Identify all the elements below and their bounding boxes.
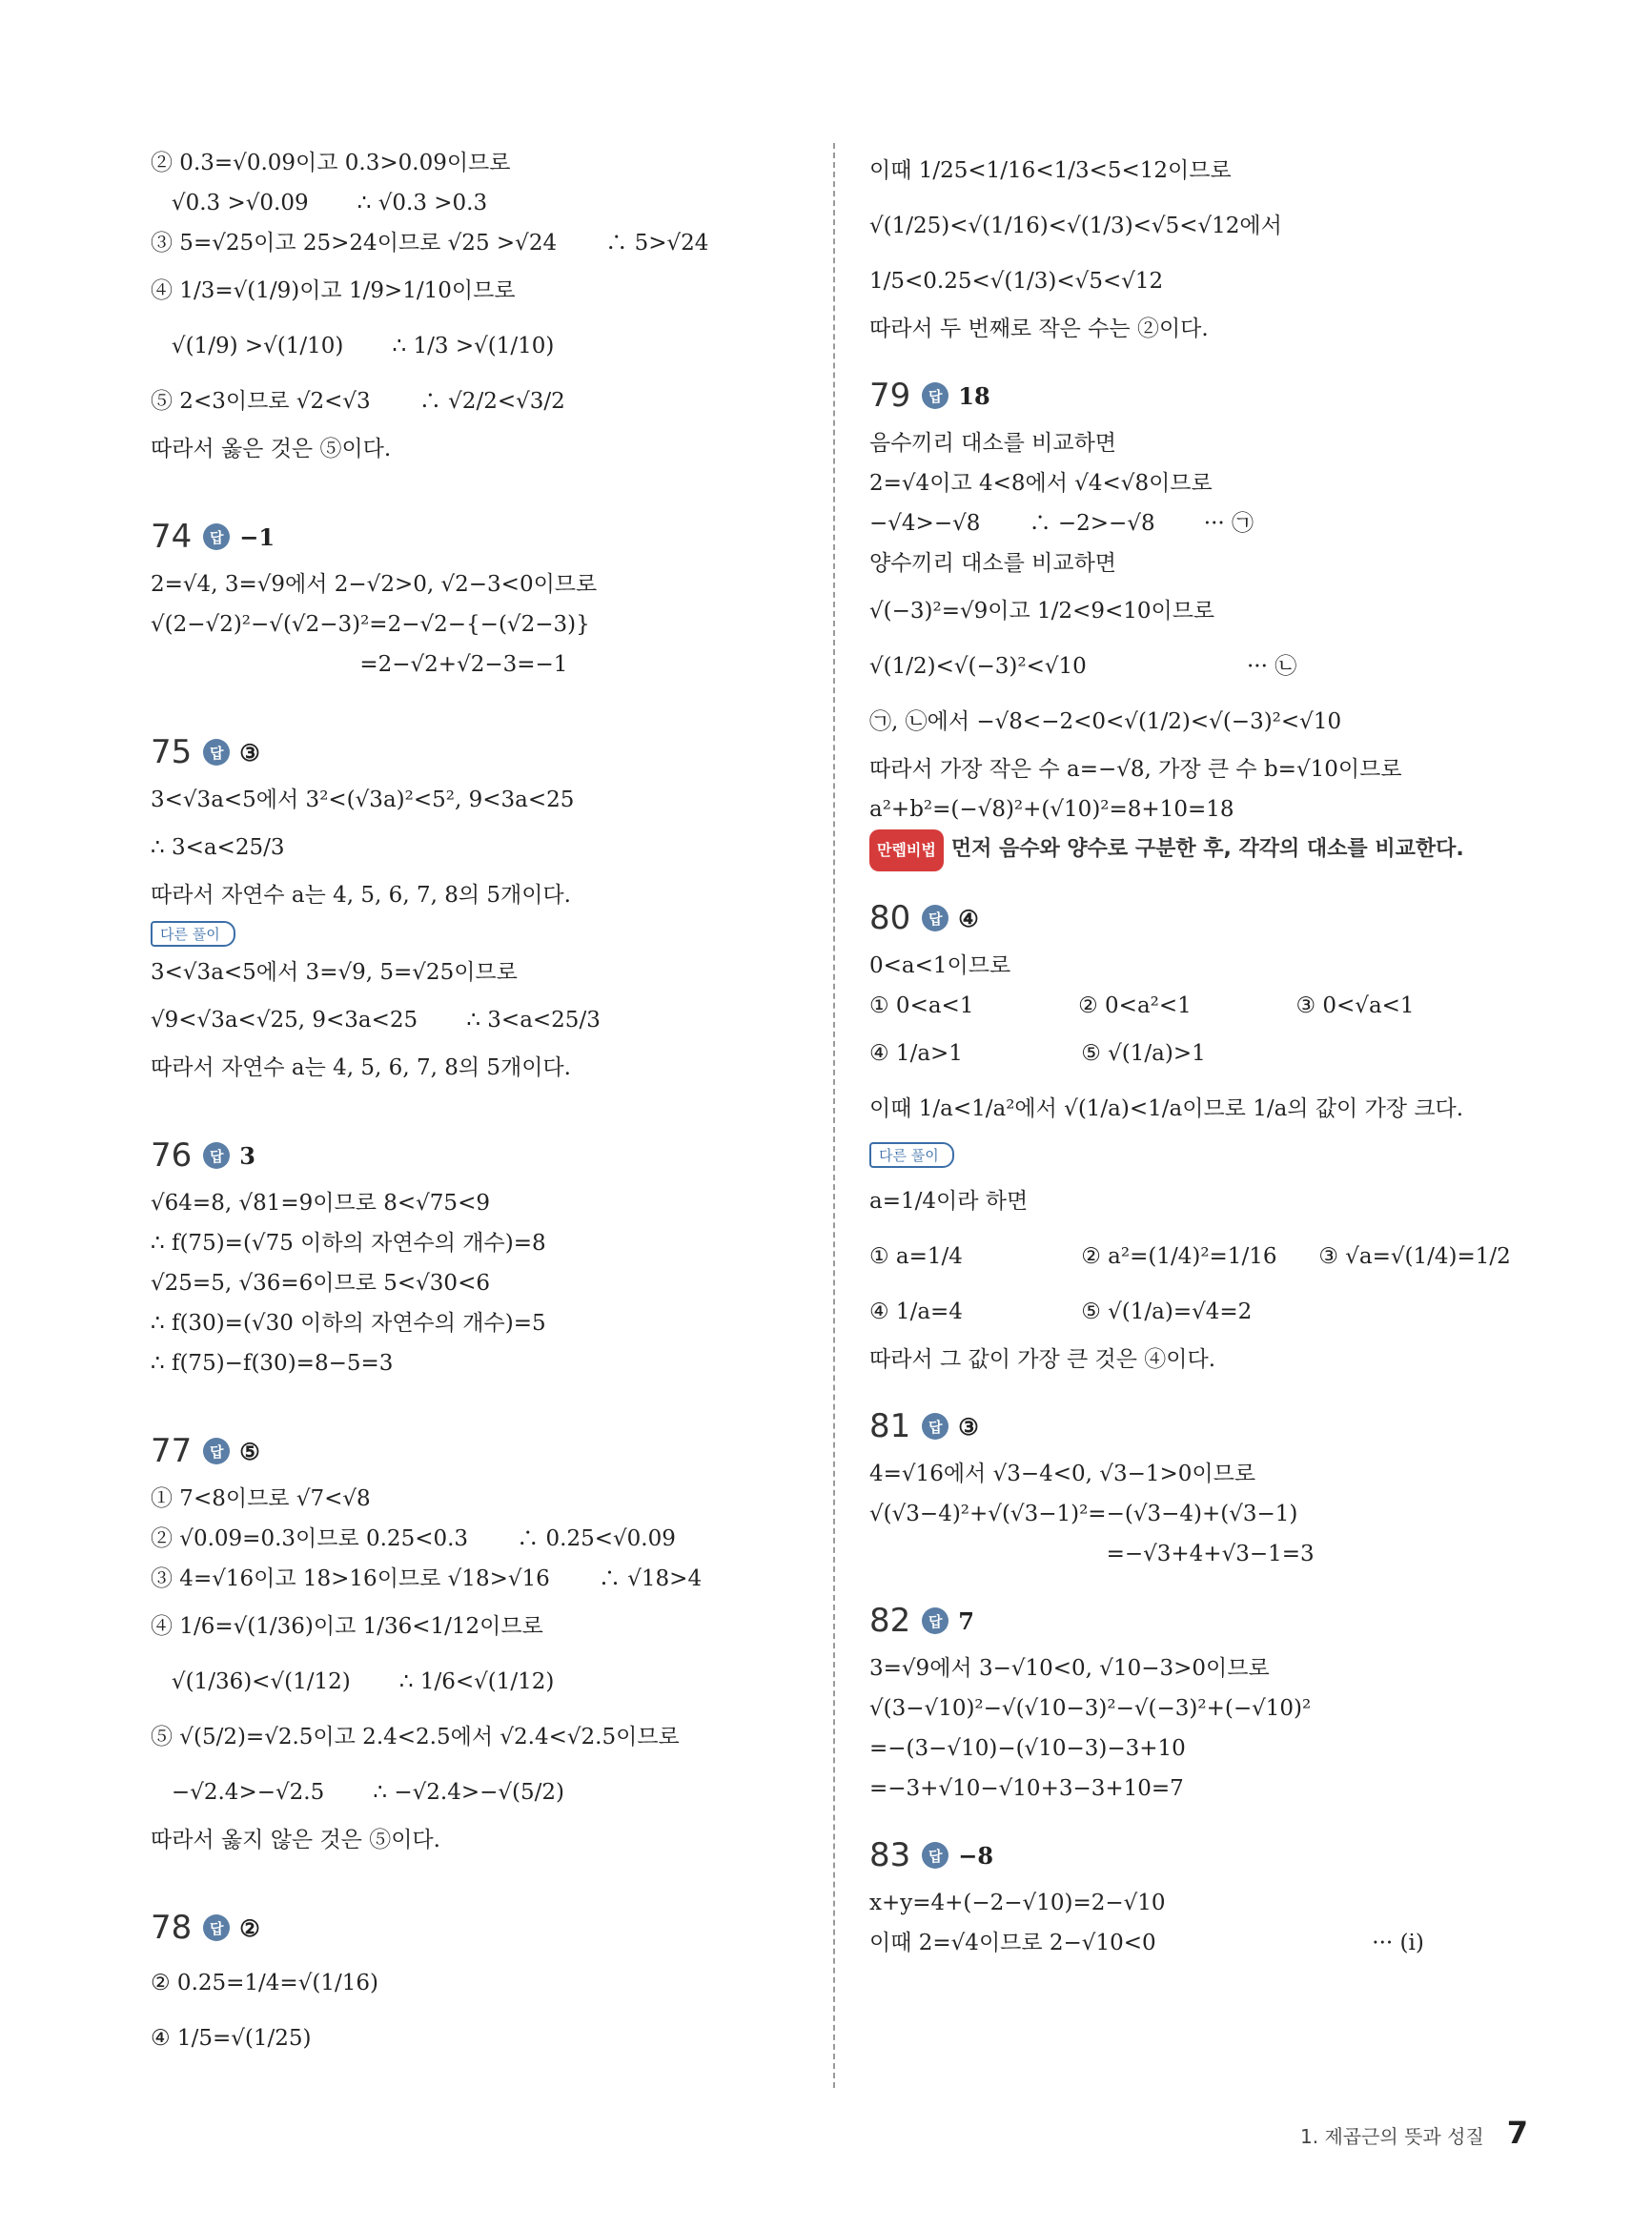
text-line: ∴ f(75)=(√75 이하의 자연수의 개수)=8 xyxy=(151,1231,546,1256)
question-81-header xyxy=(869,1399,1537,1454)
text-line: √25=5, √36=6이므로 5<√30<6 xyxy=(151,1271,490,1296)
question-77-header xyxy=(151,1423,837,1479)
text-line: 3<√3a<5에서 3²<(√3a)²<5², 9<3a<25 xyxy=(151,788,575,812)
text-line: ① 0<a<1 ② 0<a²<1 ③ 0<√a<1 xyxy=(869,993,1415,1018)
tip-note xyxy=(869,829,1537,871)
question-80-header xyxy=(869,890,1537,946)
text-line: √(√3−4)²+√(√3−1)²=−(√3−4)+(√3−1) xyxy=(869,1502,1298,1526)
answer-value: ③ xyxy=(239,738,260,767)
text-line: √0.3 >√0.09 ∴ √0.3 >0.3 xyxy=(151,191,488,215)
question-number: 83 xyxy=(869,1836,911,1874)
question-number: 77 xyxy=(151,1432,193,1470)
text-line: x+y=4+(−2−√10)=2−√10 xyxy=(869,1891,1166,1915)
text-line: 따라서 그 값이 가장 큰 것은 ④이다. xyxy=(869,1347,1216,1372)
text-line: ② 0.3=√0.09이고 0.3>0.09이므로 xyxy=(151,151,511,175)
text-line: 따라서 옳은 것은 ⑤이다. xyxy=(151,437,392,461)
answer-badge: 답 xyxy=(922,905,948,931)
answer-badge: 답 xyxy=(203,523,230,550)
answer-value: ④ xyxy=(958,904,979,932)
text-line: ② 0.25=1/4=√(1/16) xyxy=(151,1971,378,1995)
question-78-header xyxy=(151,1900,837,1955)
question-number: 75 xyxy=(151,733,193,771)
text-line: √9<√3a<√25, 9<3a<25 ∴ 3<a<25/3 xyxy=(151,1008,601,1033)
text-line: 따라서 옳지 않은 것은 ⑤이다. xyxy=(151,1828,440,1852)
text-line: =−√3+4+√3−1=3 xyxy=(869,1542,1315,1566)
answer-value: ③ xyxy=(958,1412,979,1441)
text-line: ∴ 3<a<25/3 xyxy=(151,835,285,860)
text-line: √(1/25)<√(1/16)<√(1/3)<√5<√12에서 xyxy=(869,214,1282,238)
answer-value: ⑤ xyxy=(239,1437,260,1465)
text-line: ③ 5=√25이고 25>24이므로 √25 >√24 ∴ 5>√24 xyxy=(151,231,709,256)
text-line: ⑤ √(5/2)=√2.5이고 2.4<2.5에서 √2.4<√2.5이므로 xyxy=(151,1725,680,1749)
answer-badge: 답 xyxy=(922,1413,948,1440)
text-line: √(1/36)<√(1/12) ∴ 1/6<√(1/12) xyxy=(151,1669,555,1694)
answer-value: 3 xyxy=(239,1141,255,1170)
text-line: √(3−√10)²−√(√10−3)²−√(−3)²+(−√10)² xyxy=(869,1696,1312,1721)
text-line: =2−√2+√2−3=−1 xyxy=(151,652,568,677)
text-line: ㉠, ㉡에서 −√8<−2<0<√(1/2)<√(−3)²<√10 xyxy=(869,709,1342,734)
text-line: ④ 1/6=√(1/36)이고 1/36<1/12이므로 xyxy=(151,1614,543,1639)
question-number: 79 xyxy=(869,377,911,415)
question-83-header xyxy=(869,1828,1537,1883)
answer-badge: 답 xyxy=(203,739,230,766)
text-line: 이때 1/a<1/a²에서 √(1/a)<1/a이므로 1/a의 값이 가장 크다. xyxy=(869,1096,1464,1121)
text-line: 따라서 두 번째로 작은 수는 ②이다. xyxy=(869,317,1209,341)
text-line: ④ 1/3=√(1/9)이고 1/9>1/10이므로 xyxy=(151,278,516,303)
page-footer xyxy=(1300,2115,1528,2151)
text-line: =−3+√10−√10+3−3+10=7 xyxy=(869,1776,1184,1801)
answer-value: −1 xyxy=(239,522,275,551)
text-line: √(1/9) >√(1/10) ∴ 1/3 >√(1/10) xyxy=(151,334,555,358)
text-line: 0<a<1이므로 xyxy=(869,953,1011,978)
text-line: 2=√4, 3=√9에서 2−√2>0, √2−3<0이므로 xyxy=(151,572,598,597)
alt-solution-tag: 다른 풀이 xyxy=(869,1142,954,1168)
text-line: 2=√4이고 4<8에서 √4<√8이므로 xyxy=(869,471,1213,496)
question-75-header xyxy=(151,725,837,780)
left-column xyxy=(151,143,837,2066)
text-line: ④ 1/5=√(1/25) xyxy=(151,2026,312,2051)
page-number: 7 xyxy=(1506,2115,1528,2151)
text-line: √64=8, √81=9이므로 8<√75<9 xyxy=(151,1191,490,1216)
question-number: 80 xyxy=(869,899,911,937)
answer-value: −8 xyxy=(958,1841,994,1870)
text-line: −√4>−√8 ∴ −2>−√8 ··· ㉠ xyxy=(869,511,1254,536)
text-line: ① 7<8이므로 √7<√8 xyxy=(151,1486,371,1511)
text-line: 음수끼리 대소를 비교하면 xyxy=(869,431,1117,456)
tip-text: 먼저 음수와 양수로 구분한 후, 각각의 대소를 비교한다. xyxy=(950,837,1464,861)
answer-value: 7 xyxy=(958,1606,974,1635)
text-line: ③ 4=√16이고 18>16이므로 √18>√16 ∴ √18>4 xyxy=(151,1566,703,1591)
text-line: ② √0.09=0.3이므로 0.25<0.3 ∴ 0.25<√0.09 xyxy=(151,1526,676,1551)
text-line: √(1/2)<√(−3)²<√10 ··· ㉡ xyxy=(869,654,1297,679)
question-number: 78 xyxy=(151,1909,193,1947)
answer-badge: 답 xyxy=(203,1438,230,1464)
question-74-header xyxy=(151,509,837,564)
text-line: ∴ f(75)−f(30)=8−5=3 xyxy=(151,1351,394,1376)
text-line: −√2.4>−√2.5 ∴ −√2.4>−√(5/2) xyxy=(151,1780,565,1805)
text-line: √(−3)²=√9이고 1/2<9<10이므로 xyxy=(869,599,1215,624)
question-number: 81 xyxy=(869,1407,911,1445)
text-line: 1/5<0.25<√(1/3)<√5<√12 xyxy=(869,269,1164,294)
chapter-title: 1. 제곱근의 뜻과 성질 xyxy=(1300,2125,1484,2148)
answer-value: ② xyxy=(239,1913,260,1942)
text-line: 3<√3a<5에서 3=√9, 5=√25이므로 xyxy=(151,960,518,985)
text-line: 4=√16에서 √3−4<0, √3−1>0이므로 xyxy=(869,1462,1256,1486)
answer-value: 18 xyxy=(958,381,990,410)
text-line: ④ 1/a>1 ⑤ √(1/a)>1 xyxy=(869,1041,1206,1066)
answer-badge: 답 xyxy=(203,1142,230,1169)
question-79-header xyxy=(869,368,1537,423)
answer-badge: 답 xyxy=(922,382,948,409)
question-number: 74 xyxy=(151,518,193,556)
text-line: 따라서 가장 작은 수 a=−√8, 가장 큰 수 b=√10이므로 xyxy=(869,757,1402,782)
question-number: 76 xyxy=(151,1136,193,1175)
text-line: ④ 1/a=4 ⑤ √(1/a)=√4=2 xyxy=(869,1299,1253,1324)
text-line: 양수끼리 대소를 비교하면 xyxy=(869,551,1117,576)
question-82-header xyxy=(869,1593,1537,1648)
text-line: 3=√9에서 3−√10<0, √10−3>0이므로 xyxy=(869,1656,1270,1681)
text-line: ∴ f(30)=(√30 이하의 자연수의 개수)=5 xyxy=(151,1311,546,1336)
text-line: 따라서 자연수 a는 4, 5, 6, 7, 8의 5개이다. xyxy=(151,883,571,908)
alt-solution-tag: 다른 풀이 xyxy=(151,921,235,947)
text-line: √(2−√2)²−√(√2−3)²=2−√2−{−(√2−3)} xyxy=(151,612,590,637)
answer-badge: 답 xyxy=(922,1842,948,1869)
text-line: 이때 2=√4이므로 2−√10<0 ··· (i) xyxy=(869,1931,1424,1955)
right-column xyxy=(869,143,1537,1963)
answer-badge: 답 xyxy=(203,1914,230,1941)
text-line: 이때 1/25<1/16<1/3<5<12이므로 xyxy=(869,158,1232,183)
text-line: ① a=1/4 ② a²=(1/4)²=1/16 ③ √a=√(1/4)=1/2 xyxy=(869,1244,1511,1269)
text-line: =−(3−√10)−(√10−3)−3+10 xyxy=(869,1736,1186,1761)
text-line: a²+b²=(−√8)²+(√10)²=8+10=18 xyxy=(869,797,1234,822)
tip-badge: 만렙비법 xyxy=(869,829,944,871)
question-76-header xyxy=(151,1128,837,1183)
text-line: ⑤ 2<3이므로 √2<√3 ∴ √2/2<√3/2 xyxy=(151,389,565,414)
text-line: 따라서 자연수 a는 4, 5, 6, 7, 8의 5개이다. xyxy=(151,1055,571,1080)
text-line: a=1/4이라 하면 xyxy=(869,1189,1029,1214)
answer-badge: 답 xyxy=(922,1607,948,1634)
question-number: 82 xyxy=(869,1602,911,1640)
